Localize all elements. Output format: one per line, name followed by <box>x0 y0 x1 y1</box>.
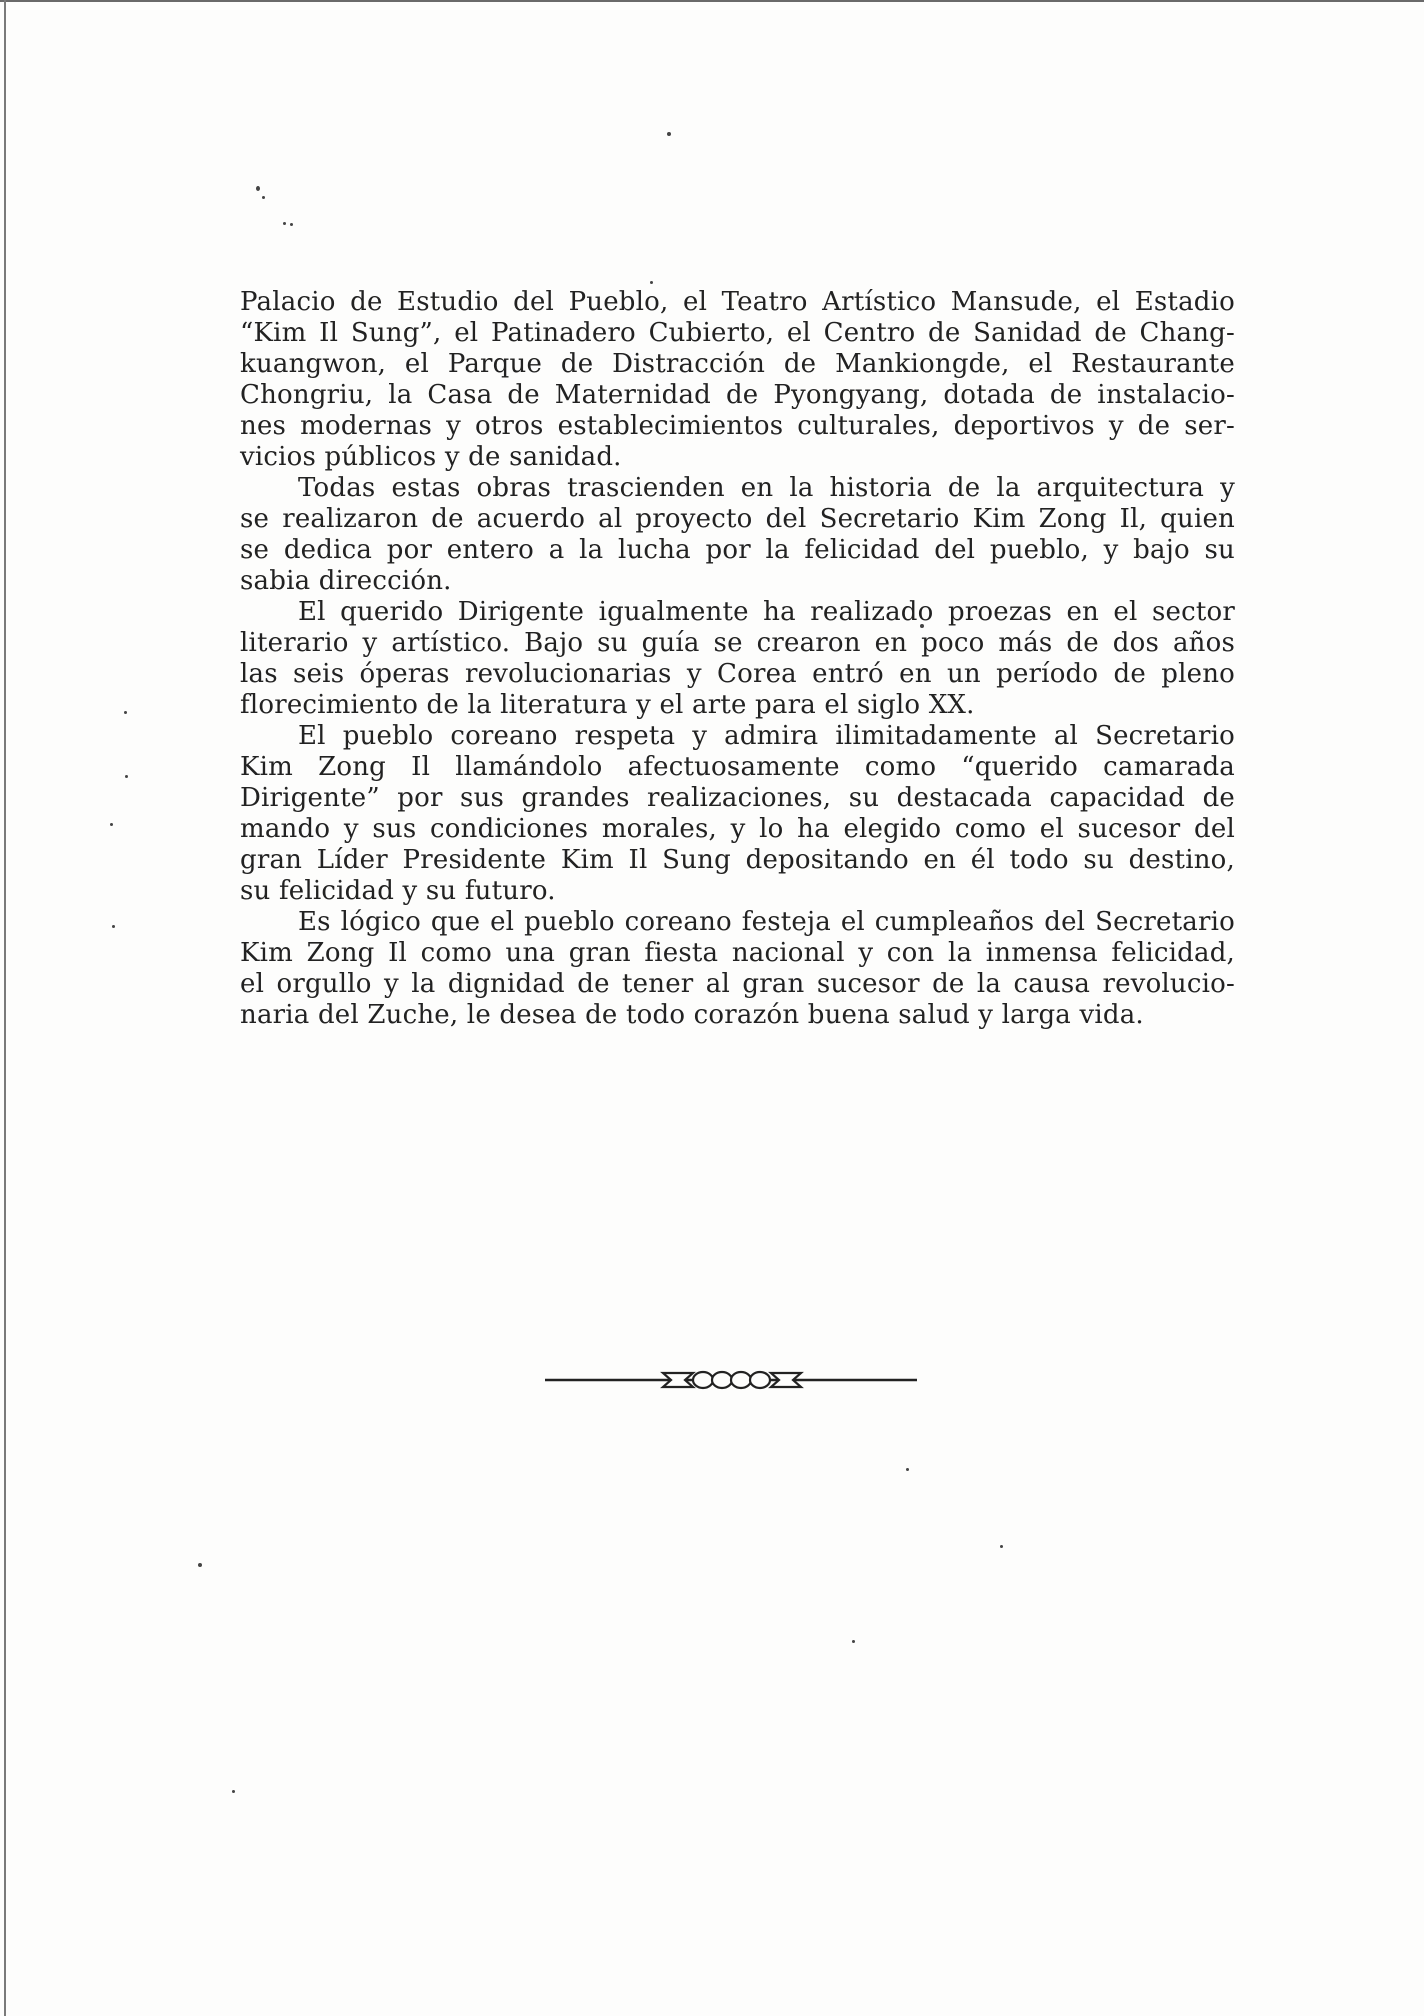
paragraph <box>240 907 1235 1031</box>
scan-speck <box>124 711 127 714</box>
scan-speck <box>667 132 671 136</box>
page-left-edge <box>4 0 6 2016</box>
paragraph <box>240 721 1235 907</box>
scan-speck <box>283 222 286 225</box>
text-line: Chongriu, la Casa de Maternidad de Pyongyang, dotada de instalacio- <box>240 380 1235 410</box>
text-line: vicios públicos y de sanidad. <box>240 442 622 472</box>
paragraph <box>240 473 1235 597</box>
paragraph <box>240 597 1235 721</box>
text-line: sabia dirección. <box>240 566 452 596</box>
text-line: naria del Zuche, le desea de todo corazón buena salud y larga vida. <box>240 1000 1144 1030</box>
text-line: se dedica por entero a la lucha por la felicidad del pueblo, y bajo su <box>240 535 1235 565</box>
scan-speck <box>852 1640 855 1643</box>
text-line: Es lógico que el pueblo coreano festeja el cumpleaños del Secretario <box>298 907 1235 937</box>
text-line: “Kim Il Sung”, el Patinadero Cubierto, el Centro de Sanidad de Chang- <box>240 318 1235 348</box>
text-line: se realizaron de acuerdo al proyecto del Secretario Kim Zong Il, quien <box>240 504 1235 534</box>
text-line: Palacio de Estudio del Pueblo, el Teatro Artístico Mansude, el Estadio <box>240 287 1235 317</box>
scan-speck <box>290 223 293 226</box>
text-line: Todas estas obras trascienden en la historia de la arquitectura y <box>298 473 1235 503</box>
text-line: Dirigente” por sus grandes realizaciones, su destacada capacidad de <box>240 783 1235 813</box>
text-line: las seis óperas revolucionarias y Corea entró en un período de pleno <box>240 659 1235 689</box>
scan-speck <box>650 281 653 284</box>
text-line: su felicidad y su futuro. <box>240 876 556 906</box>
text-line: kuangwon, el Parque de Distracción de Mankiongde, el Restaurante <box>240 349 1235 379</box>
text-line: florecimiento de la literatura y el arte para el siglo XX. <box>240 690 975 720</box>
text-line: nes modernas y otros establecimientos culturales, deportivos y de ser- <box>240 411 1235 441</box>
text-line: El querido Dirigente igualmente ha realizado proezas en el sector <box>298 597 1235 627</box>
text-line: Kim Zong Il llamándolo afectuosamente como “querido camarada <box>240 752 1235 782</box>
scan-speck <box>232 1790 235 1793</box>
page-top-edge <box>0 0 1424 6</box>
text-line: Kim Zong Il como una gran fiesta nacional y con la inmensa felicidad, <box>240 938 1235 968</box>
text-line: El pueblo coreano respeta y admira ilimitadamente al Secretario <box>298 721 1235 751</box>
scan-speck <box>112 925 115 928</box>
scan-speck <box>110 823 113 826</box>
scan-speck <box>1000 1545 1003 1548</box>
text-line: gran Líder Presidente Kim Il Sung depositando en él todo su destino, <box>240 845 1235 875</box>
decorative-rule-icon <box>545 1365 917 1395</box>
text-line: literario y artístico. Bajo su guía se crearon en poco más de dos años <box>240 628 1235 658</box>
scan-speck <box>256 186 260 191</box>
body-text <box>240 287 1235 1031</box>
text-line: el orgullo y la dignidad de tener al gran sucesor de la causa revolucio- <box>240 969 1235 999</box>
scan-speck <box>262 196 265 199</box>
scan-speck <box>125 775 128 778</box>
scan-speck <box>906 1468 909 1471</box>
paragraph <box>240 287 1235 473</box>
text-line: mando y sus condiciones morales, y lo ha elegido como el sucesor del <box>240 814 1235 844</box>
scan-speck <box>198 1563 202 1567</box>
